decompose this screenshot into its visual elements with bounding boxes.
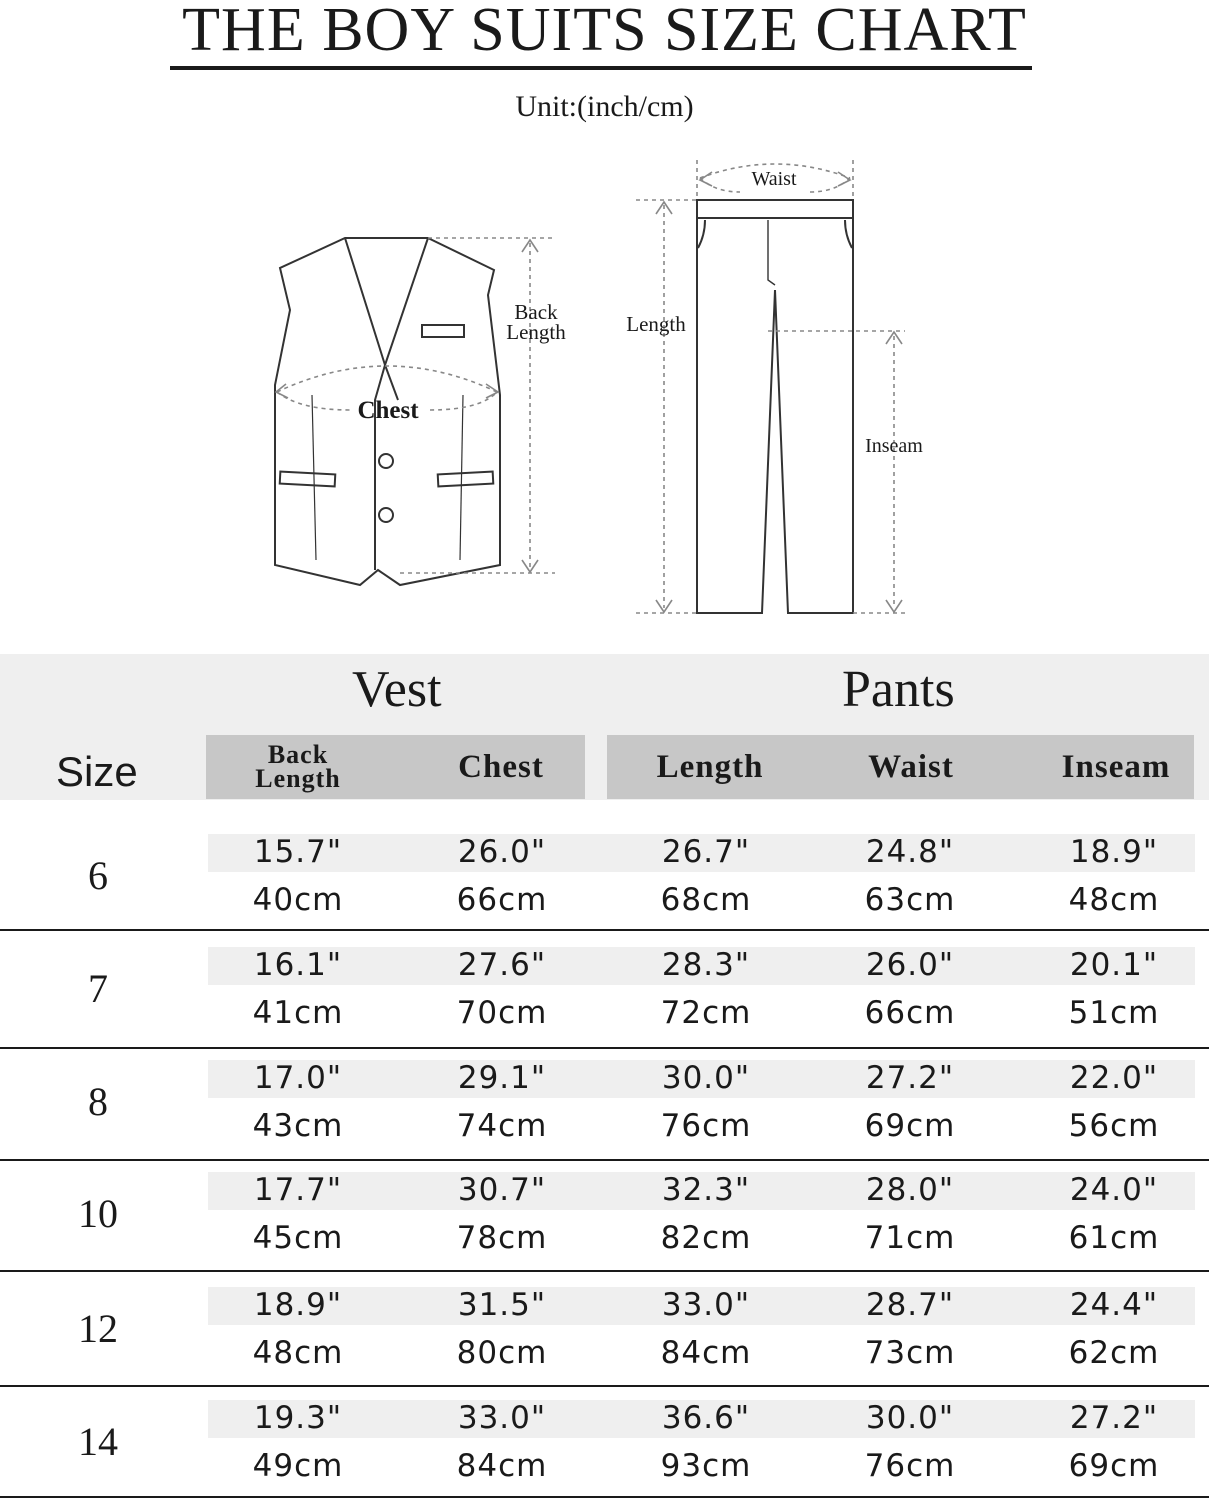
inch-cell: 27.6" [457, 947, 547, 983]
cm-cell: 69cm [864, 1108, 956, 1144]
vest-group-title: Vest [352, 661, 442, 718]
chest-column-header: Chest [458, 748, 544, 785]
inch-cell: 26.0" [457, 834, 547, 870]
size-cell: 12 [78, 1306, 118, 1351]
cm-cell: 43cm [252, 1108, 344, 1144]
size-cell: 14 [78, 1419, 118, 1464]
table-row [0, 1386, 1209, 1498]
cm-cell: 76cm [660, 1108, 752, 1144]
size-cell: 8 [88, 1079, 108, 1124]
vest-chest-label: Chest [357, 397, 419, 424]
inch-cell: 29.1" [457, 1060, 547, 1096]
inch-cell: 27.2" [865, 1060, 955, 1096]
inch-cell: 28.3" [661, 947, 751, 983]
cm-cell: 56cm [1068, 1108, 1160, 1144]
cm-cell: 74cm [456, 1108, 548, 1144]
inch-cell: 24.4" [1069, 1287, 1159, 1323]
back-length-header-line2: Length [255, 764, 341, 793]
cm-cell: 84cm [660, 1335, 752, 1371]
inch-cell: 17.7" [253, 1172, 343, 1208]
cm-cell: 48cm [252, 1335, 344, 1371]
cm-cell: 51cm [1068, 995, 1160, 1031]
cm-cell: 48cm [1068, 882, 1160, 918]
size-cell: 10 [78, 1191, 118, 1236]
inseam-column-header: Inseam [1061, 748, 1171, 785]
cm-cell: 76cm [864, 1448, 956, 1484]
inch-cell: 31.5" [457, 1287, 547, 1323]
inch-cell: 30.0" [865, 1400, 955, 1436]
cm-cell: 72cm [660, 995, 752, 1031]
inch-cell: 24.8" [865, 834, 955, 870]
cm-cell: 78cm [456, 1220, 548, 1256]
cm-cell: 61cm [1068, 1220, 1160, 1256]
pants-waist-label: Waist [751, 168, 797, 190]
vest-back-length-label-line2: Length [506, 320, 566, 344]
table-row [0, 1160, 1209, 1271]
inch-cell: 15.7" [253, 834, 343, 870]
pants-inseam-label: Inseam [865, 435, 923, 457]
inch-cell: 17.0" [253, 1060, 343, 1096]
cm-cell: 82cm [660, 1220, 752, 1256]
back-length-column-header [198, 735, 398, 799]
table-row [0, 1271, 1209, 1386]
cm-cell: 40cm [252, 882, 344, 918]
inch-cell: 18.9" [253, 1287, 343, 1323]
cm-cell: 41cm [252, 995, 344, 1031]
inch-cell: 27.2" [1069, 1400, 1159, 1436]
table-row [0, 812, 1209, 930]
inch-cell: 30.7" [457, 1172, 547, 1208]
inch-cell: 18.9" [1069, 834, 1159, 870]
cm-cell: 70cm [456, 995, 548, 1031]
length-column-header: Length [656, 748, 764, 785]
table-row [0, 931, 1209, 1048]
chart-title: THE BOY SUITS SIZE CHART [182, 0, 1027, 64]
inch-cell: 20.1" [1069, 947, 1159, 983]
vest-back-length-label: Back [514, 300, 558, 324]
cm-cell: 68cm [660, 882, 752, 918]
back-length-header-line1: Back [267, 740, 329, 769]
garment-diagram [0, 150, 1209, 630]
table-row [0, 1048, 1209, 1160]
inch-cell: 24.0" [1069, 1172, 1159, 1208]
cm-cell: 66cm [456, 882, 548, 918]
inch-cell: 26.7" [661, 834, 751, 870]
size-cell: 7 [88, 966, 108, 1011]
inch-cell: 16.1" [253, 947, 343, 983]
size-table-body [0, 812, 1209, 930]
inch-cell: 36.6" [661, 1400, 751, 1436]
inch-cell: 19.3" [253, 1400, 343, 1436]
inch-cell: 28.7" [865, 1287, 955, 1323]
cm-cell: 80cm [456, 1335, 548, 1371]
inch-cell: 33.0" [661, 1287, 751, 1323]
size-cell: 6 [88, 853, 108, 898]
inch-cell: 28.0" [865, 1172, 955, 1208]
inch-cell: 32.3" [661, 1172, 751, 1208]
title-underline [170, 66, 1032, 70]
cm-cell: 62cm [1068, 1335, 1160, 1371]
cm-cell: 45cm [252, 1220, 344, 1256]
cm-cell: 69cm [1068, 1448, 1160, 1484]
size-column-header: Size [56, 748, 138, 795]
inch-cell: 33.0" [457, 1400, 547, 1436]
pants-group-title: Pants [842, 661, 955, 718]
cm-cell: 71cm [864, 1220, 956, 1256]
inch-cell: 26.0" [865, 947, 955, 983]
cm-cell: 93cm [660, 1448, 752, 1484]
cm-cell: 63cm [864, 882, 956, 918]
pants-illustration [697, 200, 853, 613]
cm-cell: 84cm [456, 1448, 548, 1484]
pants-length-label: Length [626, 312, 686, 336]
inch-cell: 22.0" [1069, 1060, 1159, 1096]
row-divider [0, 1496, 1209, 1498]
waist-column-header: Waist [868, 748, 954, 785]
cm-cell: 73cm [864, 1335, 956, 1371]
inch-cell: 30.0" [661, 1060, 751, 1096]
cm-cell: 49cm [252, 1448, 344, 1484]
unit-label: Unit:(inch/cm) [515, 90, 694, 123]
cm-cell: 66cm [864, 995, 956, 1031]
